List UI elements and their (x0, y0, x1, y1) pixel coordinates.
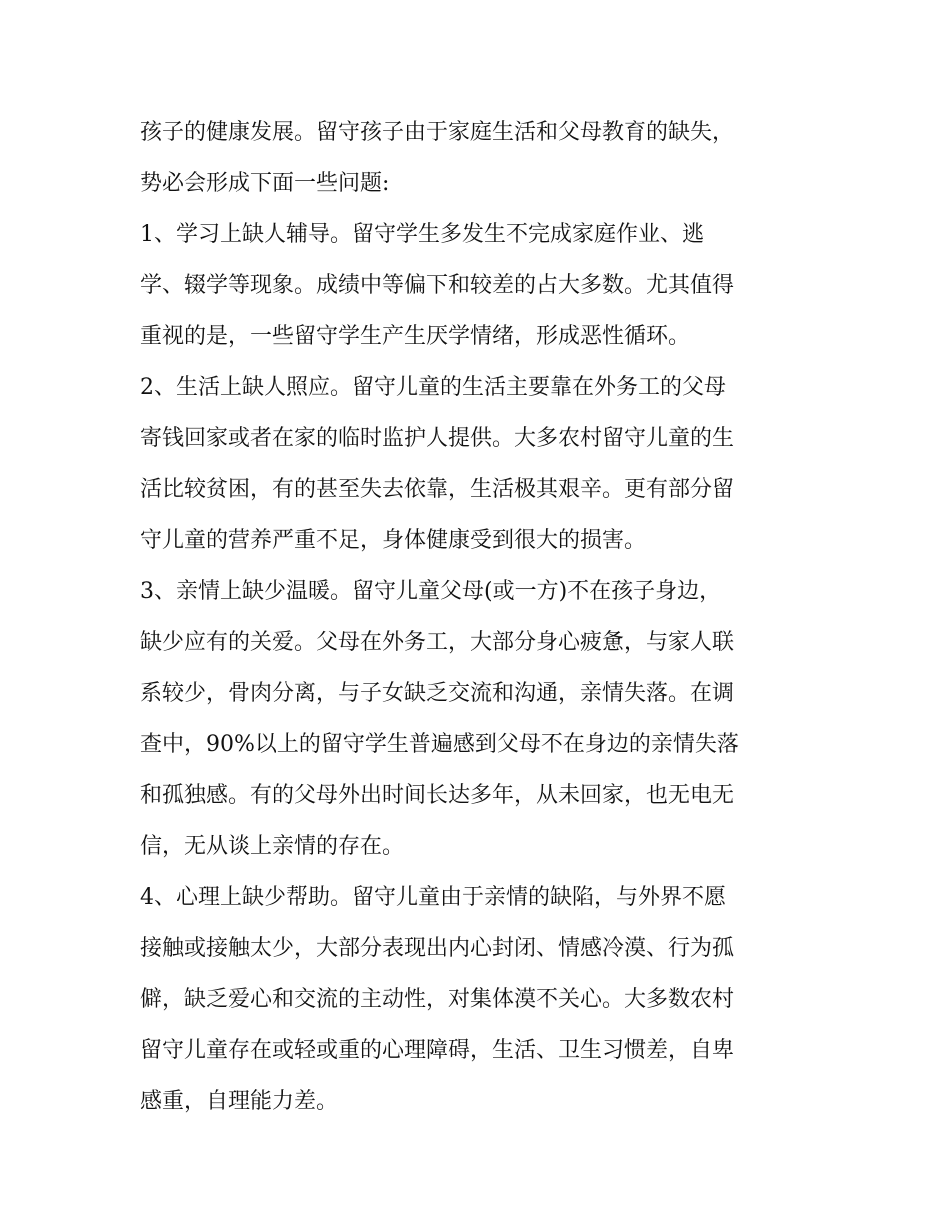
text-line: 和孤独感。有的父母外出时间长达多年，从未回家，也无电无 (140, 783, 735, 808)
text-line: 1、学习上缺人辅导。留守学生多发生不完成家庭作业、逃 (140, 222, 704, 247)
document-body (140, 107, 840, 1127)
text-line: 重视的是，一些留守学生产生厌学情绪，形成恶性循环。 (140, 324, 691, 349)
text-line: 活比较贫困，有的甚至失去依靠，生活极其艰辛。更有部分留 (140, 477, 735, 502)
text-line: 3、亲情上缺少温暖。留守儿童父母(或一方)不在孩子身边， (140, 579, 722, 604)
text-line: 接触或接触太少，大部分表现出内心封闭、情感冷漠、行为孤 (140, 936, 735, 961)
text-line: 4、心理上缺少帮助。留守儿童由于亲情的缺陷，与外界不愿 (140, 885, 726, 910)
text-line: 信，无从谈上亲情的存在。 (140, 834, 405, 859)
text-line: 留守儿童存在或轻或重的心理障碍，生活、卫生习惯差，自卑 (140, 1038, 735, 1063)
text-line: 感重，自理能力差。 (140, 1089, 339, 1114)
text-line: 学、辍学等现象。成绩中等偏下和较差的占大多数。尤其值得 (140, 273, 735, 298)
text-line: 系较少，骨肉分离，与子女缺乏交流和沟通，亲情失落。在调 (140, 681, 735, 706)
text-line: 守儿童的营养严重不足，身体健康受到很大的损害。 (140, 528, 647, 553)
text-line: 寄钱回家或者在家的临时监护人提供。大多农村留守儿童的生 (140, 426, 735, 451)
text-line: 查中，90%以上的留守学生普遍感到父母不在身边的亲情失落 (140, 732, 739, 757)
text-line: 缺少应有的关爱。父母在外务工，大部分身心疲惫，与家人联 (140, 630, 735, 655)
text-line: 势必会形成下面一些问题: (140, 171, 390, 196)
text-line: 僻，缺乏爱心和交流的主动性，对集体漠不关心。大多数农村 (140, 987, 735, 1012)
text-line: 孩子的健康发展。留守孩子由于家庭生活和父母教育的缺失， (140, 120, 735, 145)
text-line: 2、生活上缺人照应。留守儿童的生活主要靠在外务工的父母 (140, 375, 726, 400)
